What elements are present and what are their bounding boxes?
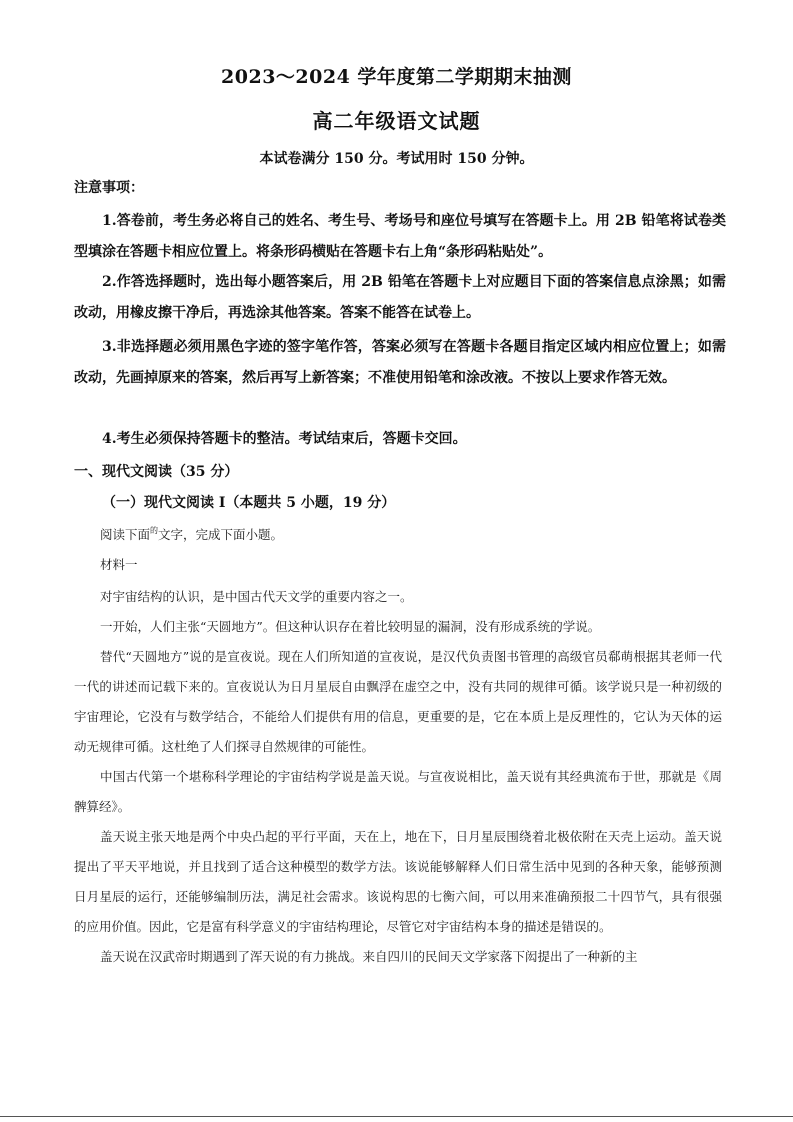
paragraph: 一开始，人们主张“天圆地方”。但这种认识存在着比较明显的漏洞，没有形成系统的学说。 xyxy=(100,619,601,634)
paragraph: 对宇宙结构的认识，是中国古代天文学的重要内容之一。 xyxy=(100,589,413,604)
material-one-body xyxy=(74,582,722,972)
notice-item-4: 4.考生必须保持答题卡的整洁。考试结束后，答题卡交回。 xyxy=(102,431,467,447)
instruction-superscript-mark: 的 xyxy=(150,526,159,535)
page-bottom-rule xyxy=(0,1116,793,1117)
notice-item-1: 1.答卷前，考生务必将自己的姓名、考生号、考场号和座位号填写在答题卡上。用 2B 铅笔将试卷类型填涂在答题卡相应位置上。将条形码横贴在答题卡右上角“条形码粘贴处”。 xyxy=(74,213,726,260)
paragraph: 中国古代第一个堪称科学理论的宇宙结构学说是盖天说。与宣夜说相比，盖天说有其经典流布于世，那就是《周髀算经》。 xyxy=(74,769,722,814)
notice-item-2: 2.作答选择题时，选出每小题答案后，用 2B 铅笔在答题卡上对应题目下面的答案信息点涂黑；如需改动，用橡皮擦干净后，再选涂其他答案。答案不能答在试卷上。 xyxy=(74,274,726,321)
reading-instruction xyxy=(74,516,722,550)
material-one-label: 材料一 xyxy=(100,557,138,572)
paragraph: 盖天说主张天地是两个中央凸起的平行平面，天在上，地在下，日月星辰围绕着北极依附在天壳上运动。盖天说提出了平天平地说，并且找到了适合这种模型的数学方法。该说能够解释人们日常生活中见到的各种天象，能够预测日月星辰的运行，还能够编制历法，满足社会需求。该说构思的七衡六间，可以用来准确预报二十四节气，具有很强的应用价值。因此，它是富有科学意义的宇宙结构理论，尽管它对宇宙结构本身的描述是错误的。 xyxy=(74,829,722,934)
section-title-modern-reading: 一、现代文阅读（35 分） xyxy=(74,464,239,480)
exam-title-term: 2023～2024 学年度第二学期期末抽测 xyxy=(221,66,572,88)
subsection-title-reading-1: （一）现代文阅读 I（本题共 5 小题，19 分） xyxy=(102,495,396,511)
instruction-text-after: 文字，完成下面小题。 xyxy=(158,527,284,542)
notice-heading: 注意事项： xyxy=(74,180,144,196)
instruction-text-before: 阅读下面 xyxy=(100,527,151,542)
exam-score-time-note: 本试卷满分 150 分。考试用时 150 分钟。 xyxy=(259,151,534,167)
paragraph: 替代“天圆地方”说的是宣夜说。现在人们所知道的宣夜说，是汉代负责图书管理的高级官员郗萌根据其老师一代一代的讲述而记载下来的。宣夜说认为日月星辰自由飘浮在虚空之中，没有共同的规律可循。该学说只是一种初级的宇宙理论，它没有与数学结合，不能给人们提供有用的信息，更重要的是，它在本质上是反理性的，它认为天体的运动无规律可循。这杜绝了人们探寻自然规律的可能性。 xyxy=(74,649,722,754)
paragraph: 盖天说在汉武帝时期遇到了浑天说的有力挑战。来自四川的民间天文学家落下闳提出了一种新的主 xyxy=(100,949,638,964)
material-label xyxy=(74,550,722,580)
notice-item-3: 3.非选择题必须用黑色字迹的签字笔作答，答案必须写在答题卡各题目指定区域内相应位置上；如需改动，先画掉原来的答案，然后再写上新答案；不准使用铅笔和涂改液。不按以上要求作答无效。 xyxy=(74,339,726,386)
exam-title-subject: 高二年级语文试题 xyxy=(312,109,481,133)
